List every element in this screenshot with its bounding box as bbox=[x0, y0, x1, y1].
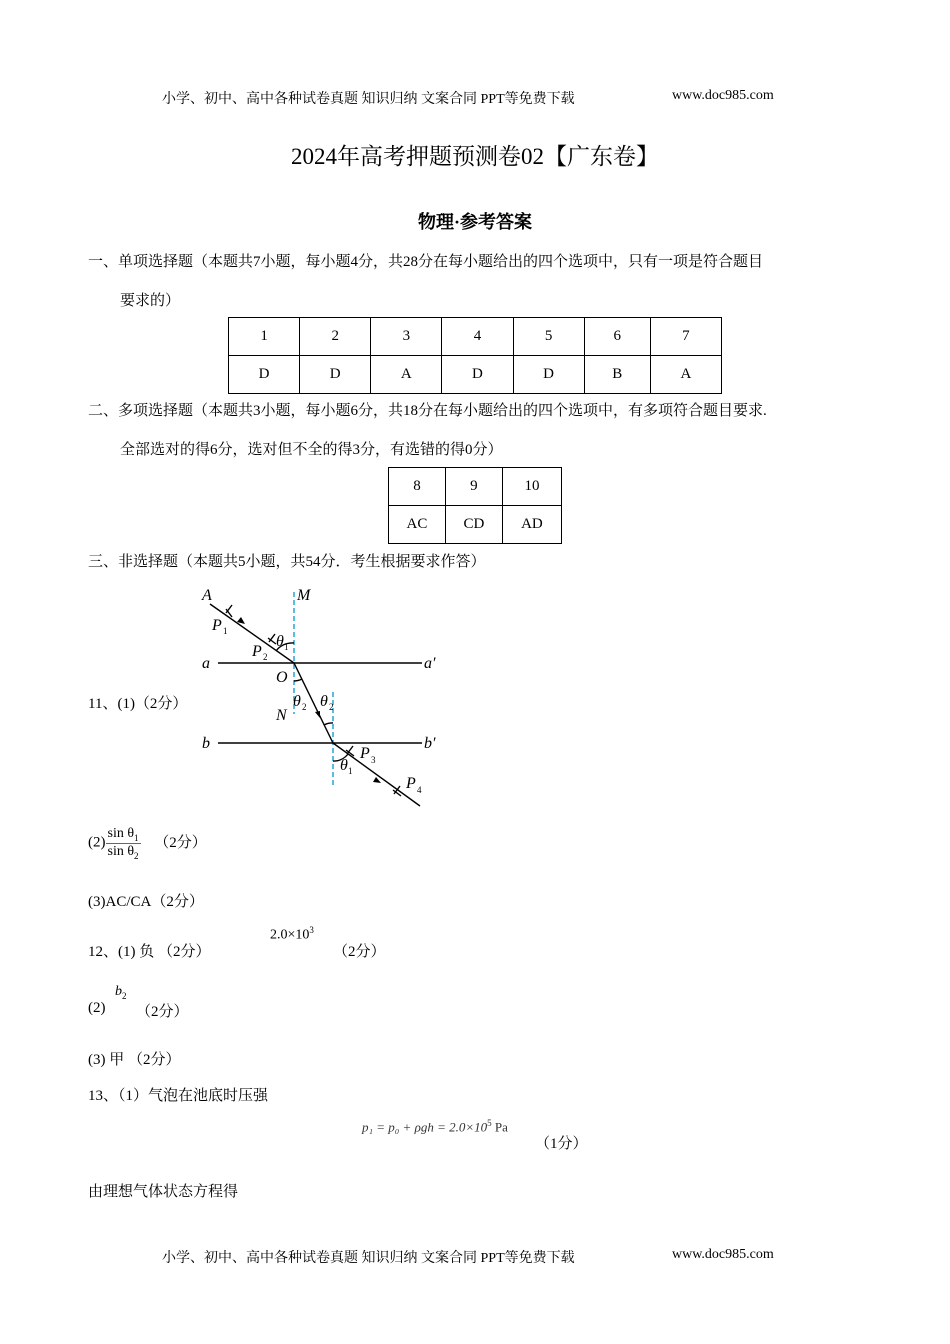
unit: Pa bbox=[491, 1119, 508, 1135]
table-cell: D bbox=[229, 356, 300, 394]
refraction-diagram bbox=[190, 580, 450, 815]
table-cell: 4 bbox=[442, 318, 513, 356]
label-n: N bbox=[276, 707, 287, 724]
page-subtitle: 物理·参考答案 bbox=[417, 212, 532, 232]
table-cell: 6 bbox=[584, 318, 650, 356]
label-a: a bbox=[202, 655, 210, 672]
header-link[interactable]: www.doc985.com bbox=[672, 88, 774, 103]
label-theta2: θ bbox=[293, 693, 301, 710]
q12-value bbox=[270, 925, 314, 944]
label-p4: P bbox=[406, 775, 416, 792]
subscript: 1 bbox=[348, 766, 353, 776]
label-m: M bbox=[297, 587, 311, 604]
angle-arc bbox=[294, 679, 302, 681]
q12-value-score: （2分） bbox=[333, 944, 386, 960]
q12-b2 bbox=[115, 984, 127, 1001]
q12-part3: (3) 甲 （2分） bbox=[88, 1052, 181, 1068]
table-row bbox=[229, 318, 722, 356]
label-a-prime: a′ bbox=[424, 655, 436, 672]
label-theta1-lower: θ bbox=[340, 757, 348, 774]
table-cell: 5 bbox=[513, 318, 584, 356]
table-cell: CD bbox=[445, 506, 502, 544]
denominator: sin θ bbox=[107, 843, 135, 859]
q11-part2 bbox=[88, 826, 207, 861]
subscript: 2 bbox=[134, 850, 139, 861]
numerator: sin θ bbox=[107, 826, 135, 841]
subscript: 1 bbox=[134, 832, 139, 843]
label-p1: P bbox=[212, 617, 222, 634]
value: 2.0×10 bbox=[270, 927, 310, 943]
q11-part1: 11、(1)（2分） bbox=[88, 696, 188, 712]
table-row bbox=[389, 506, 562, 544]
table-cell: AC bbox=[389, 506, 446, 544]
footer-link[interactable]: www.doc985.com bbox=[672, 1247, 774, 1262]
section2-heading-cont: 全部选对的得6分，选对但不全的得3分，有选错的得0分） bbox=[120, 442, 503, 458]
value: b bbox=[115, 984, 122, 999]
section1-heading-cont: 要求的） bbox=[120, 293, 181, 309]
score: （2分） bbox=[154, 834, 207, 851]
subscript: 2 bbox=[302, 702, 307, 712]
table-cell: 10 bbox=[502, 468, 561, 506]
subscript: 2 bbox=[122, 990, 127, 1001]
subscript: 4 bbox=[417, 785, 422, 795]
exponent: 5 bbox=[487, 1118, 492, 1128]
table-cell: 8 bbox=[389, 468, 446, 506]
header-text: 小学、初中、高中各种试卷真题 知识归纳 文案合同 PPT等免费下载 bbox=[162, 92, 575, 107]
sin-ratio-fraction bbox=[106, 826, 141, 861]
q13-score: （1分） bbox=[535, 1136, 588, 1152]
table-cell: 3 bbox=[371, 318, 442, 356]
light-ray bbox=[210, 604, 420, 806]
label-theta2-lower: θ bbox=[320, 693, 328, 710]
q13-part1: 13、（1）气泡在池底时压强 bbox=[88, 1088, 269, 1104]
q13-part2: 由理想气体状态方程得 bbox=[88, 1184, 239, 1200]
label-a-point: A bbox=[202, 587, 212, 604]
table-cell: D bbox=[300, 356, 371, 394]
part-label: (2) bbox=[88, 834, 106, 851]
pin-p2 bbox=[268, 634, 276, 644]
q12-part2: (2) bbox=[88, 1000, 106, 1016]
label-p3: P bbox=[360, 745, 370, 762]
table-cell: AD bbox=[502, 506, 561, 544]
subscript: 2 bbox=[329, 702, 334, 712]
q13-formula bbox=[362, 1118, 508, 1135]
table-cell: A bbox=[650, 356, 721, 394]
table-cell: D bbox=[513, 356, 584, 394]
angle-arc bbox=[324, 723, 333, 725]
formula: p₁ = p₀ + ρgh = 2.0×10 bbox=[362, 1119, 488, 1135]
table-cell: B bbox=[584, 356, 650, 394]
table-cell: 2 bbox=[300, 318, 371, 356]
subscript: 1 bbox=[284, 642, 289, 652]
table-cell: 9 bbox=[445, 468, 502, 506]
table-cell: 1 bbox=[229, 318, 300, 356]
arrow-icon bbox=[315, 711, 320, 718]
section1-heading: 一、单项选择题（本题共7小题，每小题4分，共28分在每小题给出的四个选项中，只有一项是符合题目 bbox=[88, 254, 764, 270]
arrow-icon bbox=[237, 617, 245, 624]
section3-heading: 三、非选择题（本题共5小题，共54分．考生根据要求作答） bbox=[88, 554, 486, 570]
exponent: 3 bbox=[309, 925, 314, 935]
multi-choice-table bbox=[388, 467, 562, 544]
q12-part2-score: （2分） bbox=[136, 1004, 189, 1020]
label-theta1: θ bbox=[276, 633, 284, 650]
subscript: 1 bbox=[223, 626, 228, 636]
table-row bbox=[229, 356, 722, 394]
label-p2: P bbox=[252, 643, 262, 660]
table-cell: A bbox=[371, 356, 442, 394]
footer-text: 小学、初中、高中各种试卷真题 知识归纳 文案合同 PPT等免费下载 bbox=[162, 1251, 575, 1266]
subscript: 3 bbox=[371, 755, 376, 765]
subscript: 2 bbox=[263, 652, 268, 662]
table-row bbox=[389, 468, 562, 506]
label-b: b bbox=[202, 735, 210, 752]
label-o: O bbox=[276, 669, 288, 686]
table-cell: 7 bbox=[650, 318, 721, 356]
single-choice-table bbox=[228, 317, 722, 394]
label-b-prime: b′ bbox=[424, 735, 436, 752]
q12-part1: 12、(1) 负 （2分） bbox=[88, 944, 211, 960]
arrow-icon bbox=[373, 777, 381, 783]
q11-part3: (3)AC/CA（2分） bbox=[88, 894, 204, 910]
page-title: 2024年高考押题预测卷02【广东卷】 bbox=[291, 144, 659, 169]
section2-heading: 二、多项选择题（本题共3小题，每小题6分，共18分在每小题给出的四个选项中，有多项符合题目要求. bbox=[88, 403, 767, 419]
table-cell: D bbox=[442, 356, 513, 394]
